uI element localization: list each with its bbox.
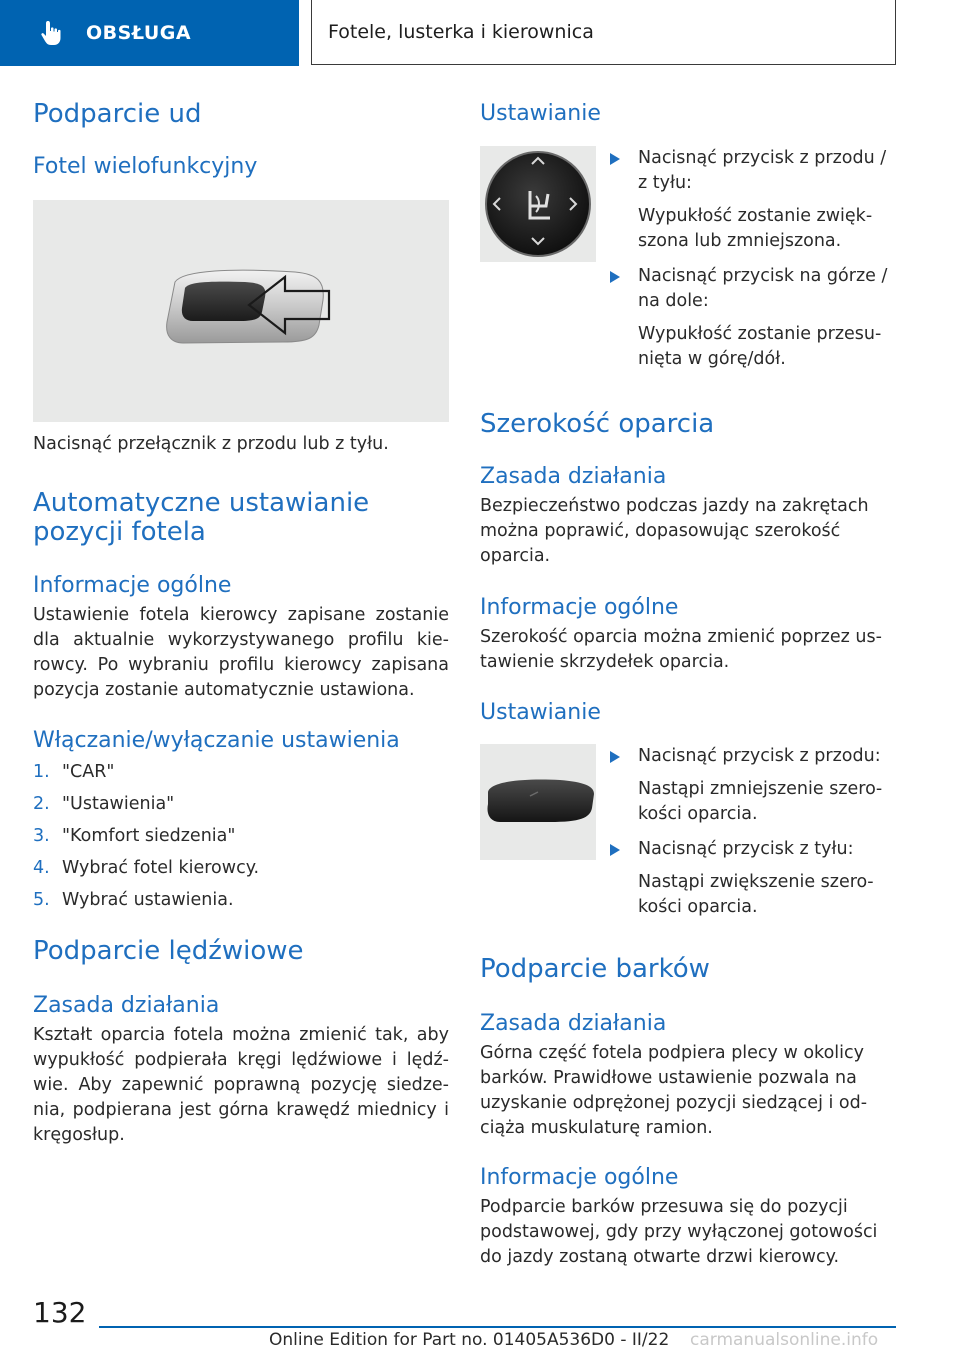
width-principle-text: Bezpieczeństwo podczas jazdy na zakrętach można poprawić, dopasowując szerokość oparcia. — [480, 496, 869, 566]
thigh-switch-illustration — [33, 200, 449, 422]
heading-shoulder-support: Podparcie barków — [480, 954, 710, 984]
thigh-switch-photo — [33, 200, 449, 422]
list-item: Nacisnąć przycisk z przodu / z tyłu: — [610, 146, 896, 196]
heading-toggle-setting: Włączanie/wyłączanie ustawienia — [33, 728, 400, 753]
heading-lumbar-principle: Zasada działania — [33, 993, 220, 1018]
footer-divider — [99, 1326, 896, 1328]
lumbar-button-photo — [480, 146, 596, 262]
page-header — [0, 0, 960, 66]
hand-pointer-icon — [36, 18, 66, 48]
adjust-width-block — [480, 744, 896, 920]
heading-backrest-width: Szerokość oparcia — [480, 409, 715, 439]
bullet-triangle-icon — [610, 844, 620, 856]
section-label: OBSŁUGA — [86, 22, 192, 44]
heading-shoulder-general-info: Informacje ogólne — [480, 1165, 679, 1190]
list-item: 2. "Ustawienia" — [33, 794, 175, 814]
bullet-triangle-icon — [610, 153, 620, 165]
edition-text: Online Edition for Part no. 01405A536D0 - II/22 — [269, 1330, 670, 1350]
heading-multifunction-seat: Fotel wielofunkcyjny — [33, 154, 258, 179]
list-item: 1. "CAR" — [33, 762, 115, 782]
bullet-triangle-icon — [610, 271, 620, 283]
shoulder-principle-text: Górna część fotela podpiera plecy w okolicy barków. Prawidłowe ustawienie pozwala na uzyskanie odprężonej pozycji siedzącej i odciąża muskulaturę ramion. — [480, 1043, 868, 1138]
heading-auto-seat-position: Automatyczne ustawianie pozycji fotela — [33, 488, 370, 547]
heading-width-general-info: Informacje ogólne — [480, 595, 679, 620]
heading-thigh-support: Podparcie ud — [33, 99, 202, 129]
list-item: Nacisnąć przycisk z przodu: — [610, 744, 896, 769]
adjust-lumbar-block — [480, 146, 896, 372]
heading-shoulder-principle: Zasada działania — [480, 1011, 667, 1036]
width-info-text: Szerokość oparcia można zmienić poprzez ustawienie skrzydełek oparcia. — [480, 627, 882, 672]
heading-auto-general-info: Informacje ogólne — [33, 573, 232, 598]
right-column — [480, 96, 896, 1270]
chapter-title-box — [311, 0, 896, 65]
adjust-lumbar-list — [610, 146, 896, 372]
chapter-title: Fotele, lusterka i kierownica — [328, 21, 594, 43]
width-button-illustration — [480, 744, 596, 860]
bullet-triangle-icon — [610, 751, 620, 763]
watermark: carmanualsonline.info — [690, 1330, 879, 1350]
adjust-width-list — [610, 744, 896, 920]
heading-adjust-width: Ustawianie — [480, 700, 601, 725]
list-item: 5. Wybrać ustawienia. — [33, 890, 234, 910]
steps-list — [33, 760, 449, 913]
heading-adjust-lumbar: Ustawianie — [480, 101, 601, 126]
list-item-result: Wypukłość zostanie przesunięta w górę/dół. — [638, 324, 882, 369]
lumbar-button-illustration — [480, 146, 596, 262]
thigh-caption: Nacisnąć przełącznik z przodu lub z tyłu. — [33, 434, 389, 454]
page-number: 132 — [33, 1296, 87, 1329]
list-item-result: Nastąpi zmniejszenie szerokości oparcia. — [638, 779, 883, 824]
section-tab — [0, 0, 299, 66]
auto-info-text: Ustawienie fotela kierowcy zapisane zostanie dla aktualnie wykorzystywanego profilu kierowcy. Po wybraniu profilu kierowcy zapisana pozycja zostanie automatycznie ustawiona. — [33, 605, 449, 700]
list-item: 4. Wybrać fotel kierowcy. — [33, 858, 260, 878]
shoulder-info-text: Podparcie barków przesuwa się do pozycji podstawowej, gdy przy wyłączonej gotowości do jazdy zostaną otwarte drzwi kierowcy. — [480, 1197, 878, 1267]
list-item-result: Nastąpi zwiększenie szerokości oparcia. — [638, 872, 874, 917]
list-item: 3. "Komfort siedzenia" — [33, 826, 236, 846]
width-button-photo — [480, 744, 596, 860]
heading-lumbar-support: Podparcie lędźwiowe — [33, 936, 304, 966]
heading-width-principle: Zasada działania — [480, 464, 667, 489]
list-item-result: Wypukłość zostanie zwiększona lub zmniejszona. — [638, 206, 873, 251]
list-item: Nacisnąć przycisk na górze / na dole: — [610, 264, 896, 314]
left-column — [33, 96, 449, 1148]
lumbar-text: Kształt oparcia fotela można zmienić tak, aby wypukłość podpierała kręgi lędźwiowe i lędźwie. Aby zapewnić poprawną pozycję siedzenia, podpierana jest górna krawędź miednicy i kręgosłup. — [33, 1025, 449, 1145]
list-item: Nacisnąć przycisk z tyłu: — [610, 837, 896, 862]
